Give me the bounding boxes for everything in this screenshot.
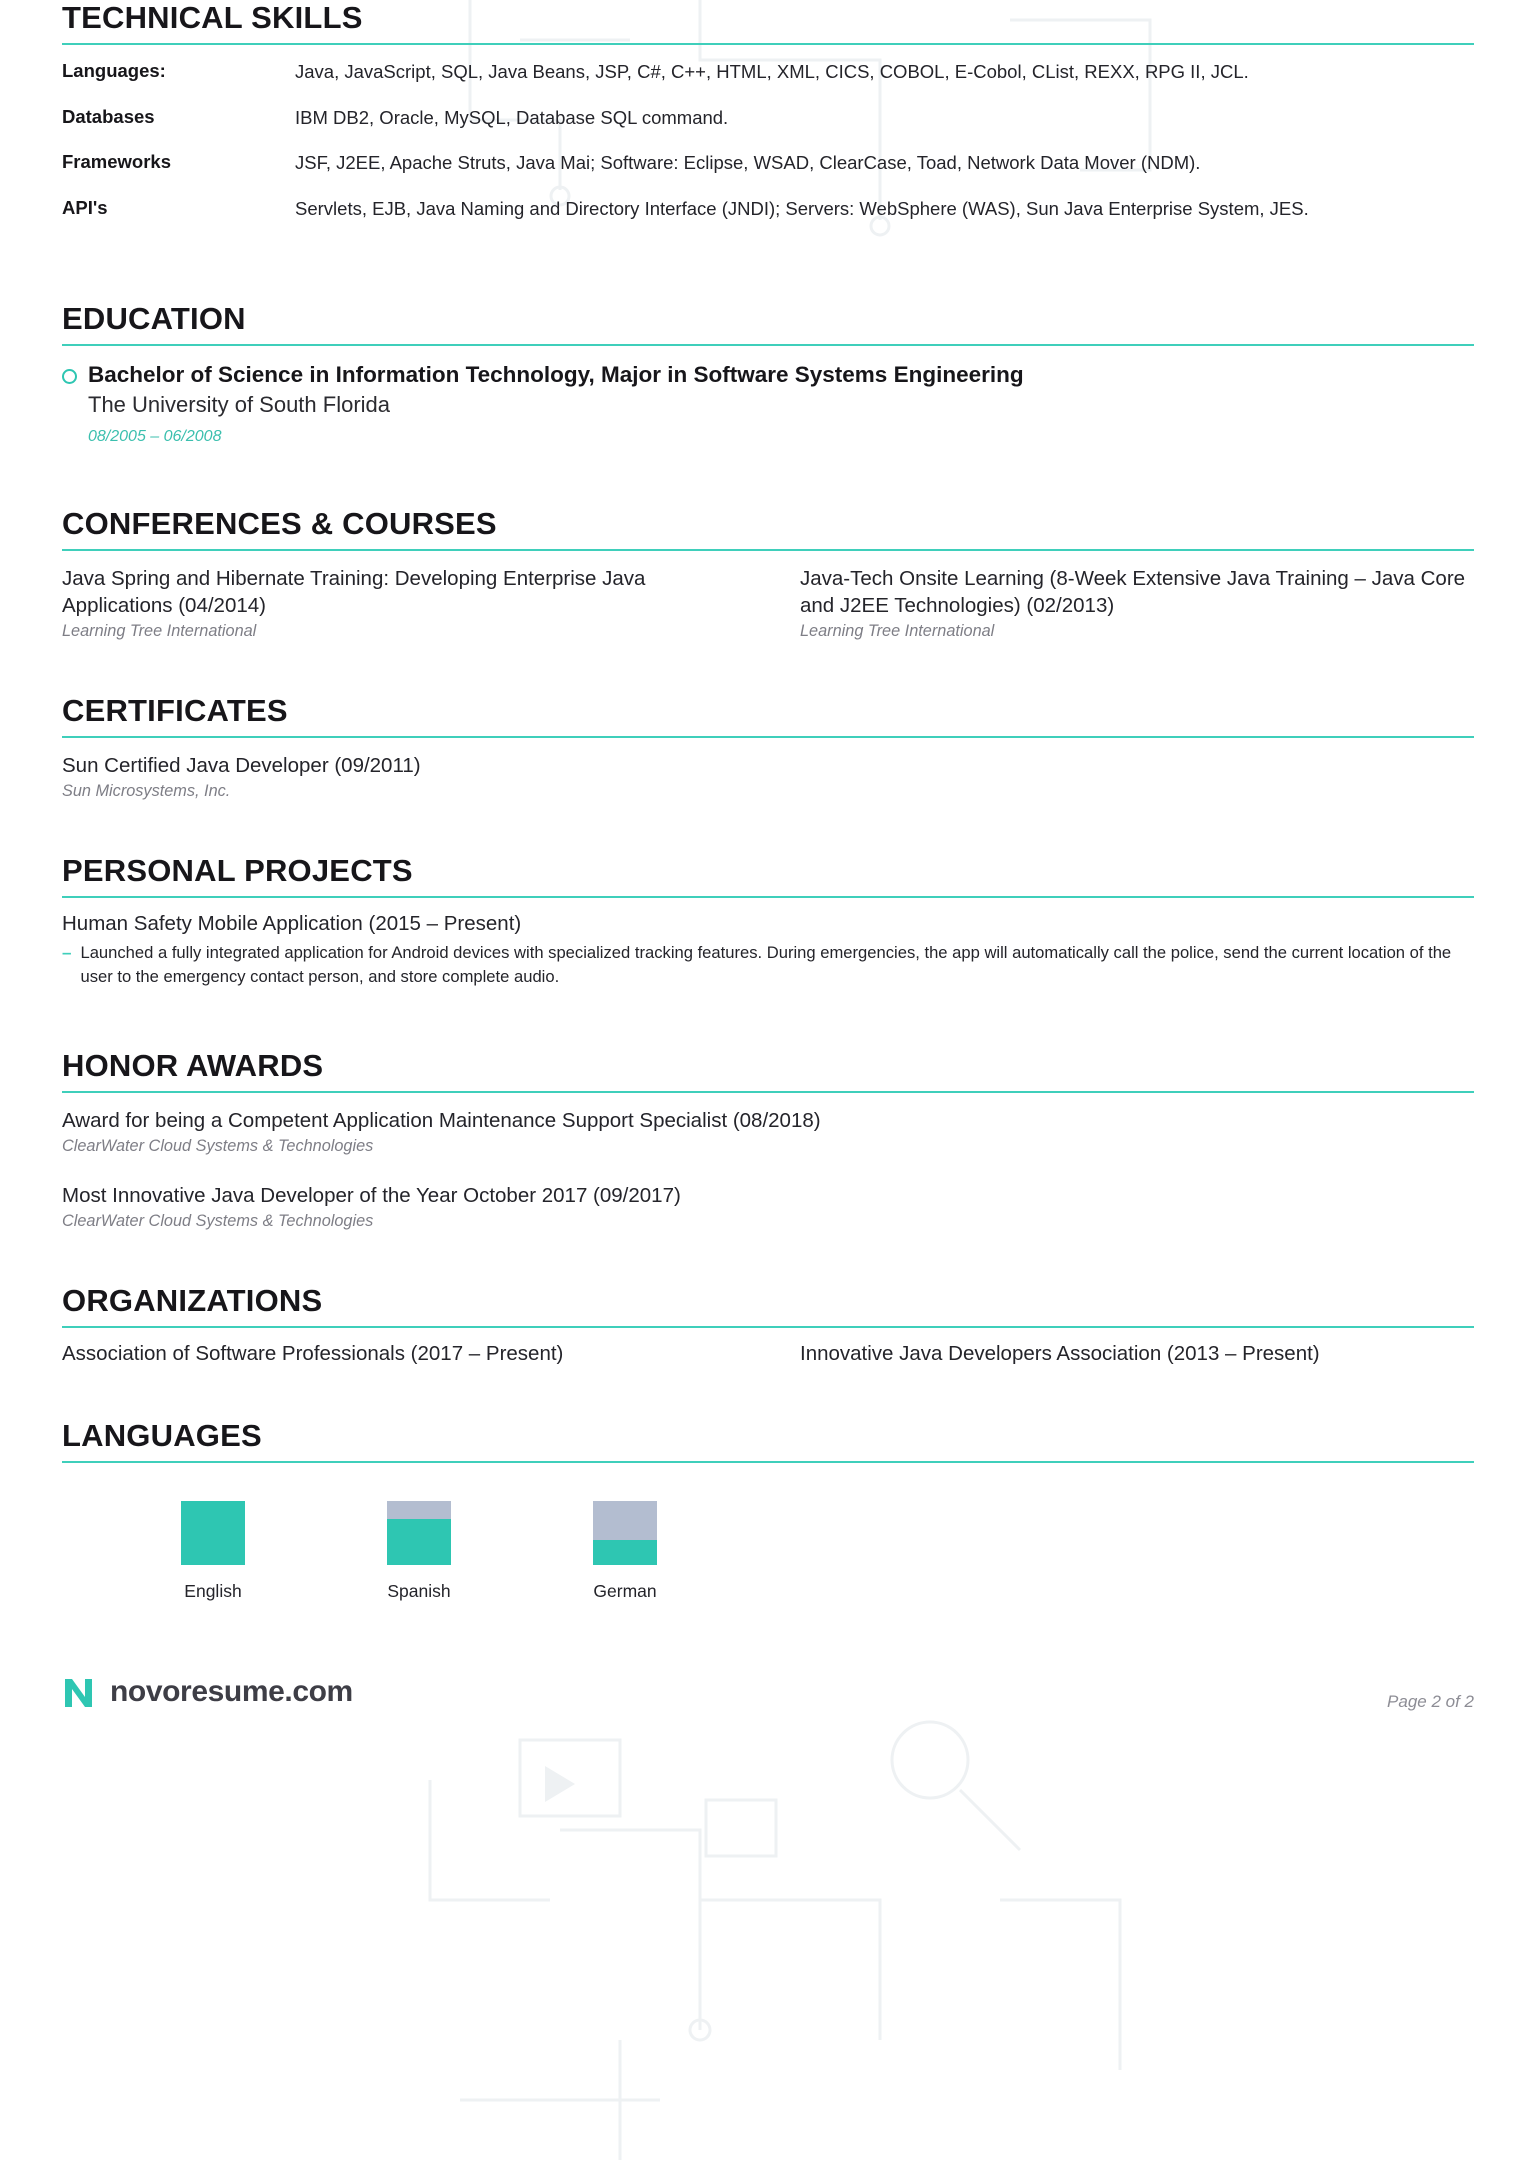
- skill-label: API's: [62, 196, 108, 218]
- novoresume-logo[interactable]: [62, 1672, 353, 1712]
- skill-row: [62, 105, 1474, 131]
- language-name: Spanish: [387, 1581, 451, 1602]
- organization-title: Innovative Java Developers Association (2013 – Present): [800, 1342, 1320, 1366]
- section-languages: [62, 1418, 1474, 1602]
- education-date: 08/2005 – 06/2008: [88, 428, 222, 445]
- language-level-fill: [181, 1501, 245, 1565]
- organization-item: [800, 1342, 1474, 1366]
- section-title: CERTIFICATES: [62, 693, 288, 729]
- award-issuer: ClearWater Cloud Systems & Technologies: [62, 1137, 374, 1156]
- award-title: Award for being a Competent Application Maintenance Support Specialist (08/2018): [62, 1109, 821, 1133]
- section-title: HONOR AWARDS: [62, 1048, 324, 1084]
- education-entry: [62, 360, 1474, 446]
- section-divider: [62, 736, 1474, 738]
- section-divider: [62, 344, 1474, 346]
- language-name: English: [184, 1581, 242, 1602]
- education-school: The University of South Florida: [88, 392, 391, 418]
- section-title: CONFERENCES & COURSES: [62, 506, 497, 541]
- skill-value: Servlets, EJB, Java Naming and Directory Interface (JNDI); Servers: WebSphere (WAS), Sun Java Enterprise System, JES.: [295, 197, 1309, 219]
- project-bullet: [62, 941, 1474, 988]
- section-personal-projects: [62, 853, 1474, 988]
- section-title: EDUCATION: [62, 301, 246, 337]
- section-certificates: [62, 693, 1474, 801]
- language-item: [168, 1501, 258, 1602]
- education-degree: Bachelor of Science in Information Technology, Major in Software Systems Engineering: [88, 362, 1024, 388]
- language-item: [580, 1501, 670, 1602]
- certificate-issuer: Sun Microsystems, Inc.: [62, 782, 231, 801]
- section-divider: [62, 43, 1474, 45]
- skill-value: Java, JavaScript, SQL, Java Beans, JSP, C#, C++, HTML, XML, CICS, COBOL, E-Cobol, CList, REXX, RPG II, JCL.: [295, 61, 1249, 82]
- language-level-bar: [387, 1501, 451, 1565]
- section-divider: [62, 1326, 1474, 1328]
- language-level-fill: [387, 1519, 451, 1565]
- skill-label: Databases: [62, 105, 155, 127]
- circle-bullet-icon: [62, 369, 77, 384]
- certificate-title: Sun Certified Java Developer (09/2011): [62, 754, 421, 778]
- section-honor-awards: [62, 1048, 1474, 1231]
- organization-title: Association of Software Professionals (2017 – Present): [62, 1342, 564, 1366]
- award-item: [62, 1107, 1474, 1156]
- section-divider: [62, 896, 1474, 898]
- organization-item: [62, 1342, 736, 1366]
- award-title: Most Innovative Java Developer of the Year October 2017 (09/2017): [62, 1184, 681, 1208]
- novoresume-mark-icon: [62, 1672, 102, 1712]
- language-level-bar: [593, 1501, 657, 1565]
- novoresume-logo-text: novoresume.com: [110, 1675, 353, 1709]
- conference-item: [800, 565, 1474, 641]
- section-education: [62, 301, 1474, 446]
- conferences-columns: [62, 565, 1474, 641]
- language-level-fill: [593, 1540, 657, 1566]
- dash-bullet-icon: –: [62, 943, 72, 963]
- section-title: LANGUAGES: [62, 1418, 262, 1454]
- section-title: PERSONAL PROJECTS: [62, 853, 413, 889]
- skill-value: JSF, J2EE, Apache Struts, Java Mai; Software: Eclipse, WSAD, ClearCase, Toad, Network Data Mover (NDM).: [295, 152, 1201, 174]
- section-divider: [62, 549, 1474, 551]
- section-conferences-courses: [62, 506, 1474, 641]
- certificate-item: [62, 752, 1474, 801]
- section-organizations: [62, 1283, 1474, 1366]
- project-item: [62, 912, 1474, 988]
- skill-row: [62, 150, 1474, 176]
- conference-title: Java-Tech Onsite Learning (8-Week Extensive Java Training – Java Core and J2EE Technologies) (02/2013): [800, 567, 1466, 618]
- skill-label: Languages:: [62, 60, 166, 81]
- language-levels: [62, 1501, 1474, 1602]
- conference-title: Java Spring and Hibernate Training: Developing Enterprise Java Applications (04/2014): [62, 567, 646, 618]
- award-item: [62, 1182, 1474, 1231]
- organizations-columns: [62, 1342, 1474, 1366]
- conference-provider: Learning Tree International: [62, 622, 257, 641]
- award-issuer: ClearWater Cloud Systems & Technologies: [62, 1212, 374, 1231]
- language-level-bar: [181, 1501, 245, 1565]
- skill-value: IBM DB2, Oracle, MySQL, Database SQL command.: [295, 106, 729, 128]
- section-divider: [62, 1091, 1474, 1093]
- conference-item: [62, 565, 736, 641]
- project-title: Human Safety Mobile Application (2015 – Present): [62, 912, 522, 936]
- skill-row: [62, 59, 1474, 85]
- project-bullet-text: Launched a fully integrated application for Android devices with specialized tracking features. During emergencies, the app will automatically call the police, send the current location of the user to the emergency contact person, and store complete audio.: [80, 943, 1452, 986]
- language-item: [374, 1501, 464, 1602]
- section-title: ORGANIZATIONS: [62, 1283, 323, 1319]
- skill-row: [62, 196, 1474, 222]
- skill-label: Frameworks: [62, 151, 171, 173]
- language-name: German: [593, 1581, 657, 1602]
- page-footer: [62, 1672, 1474, 1752]
- section-technical-skills: [62, 0, 1474, 221]
- conference-provider: Learning Tree International: [800, 622, 995, 641]
- section-divider: [62, 1461, 1474, 1463]
- section-title: TECHNICAL SKILLS: [62, 0, 363, 35]
- page-number: Page 2 of 2: [1387, 1692, 1474, 1712]
